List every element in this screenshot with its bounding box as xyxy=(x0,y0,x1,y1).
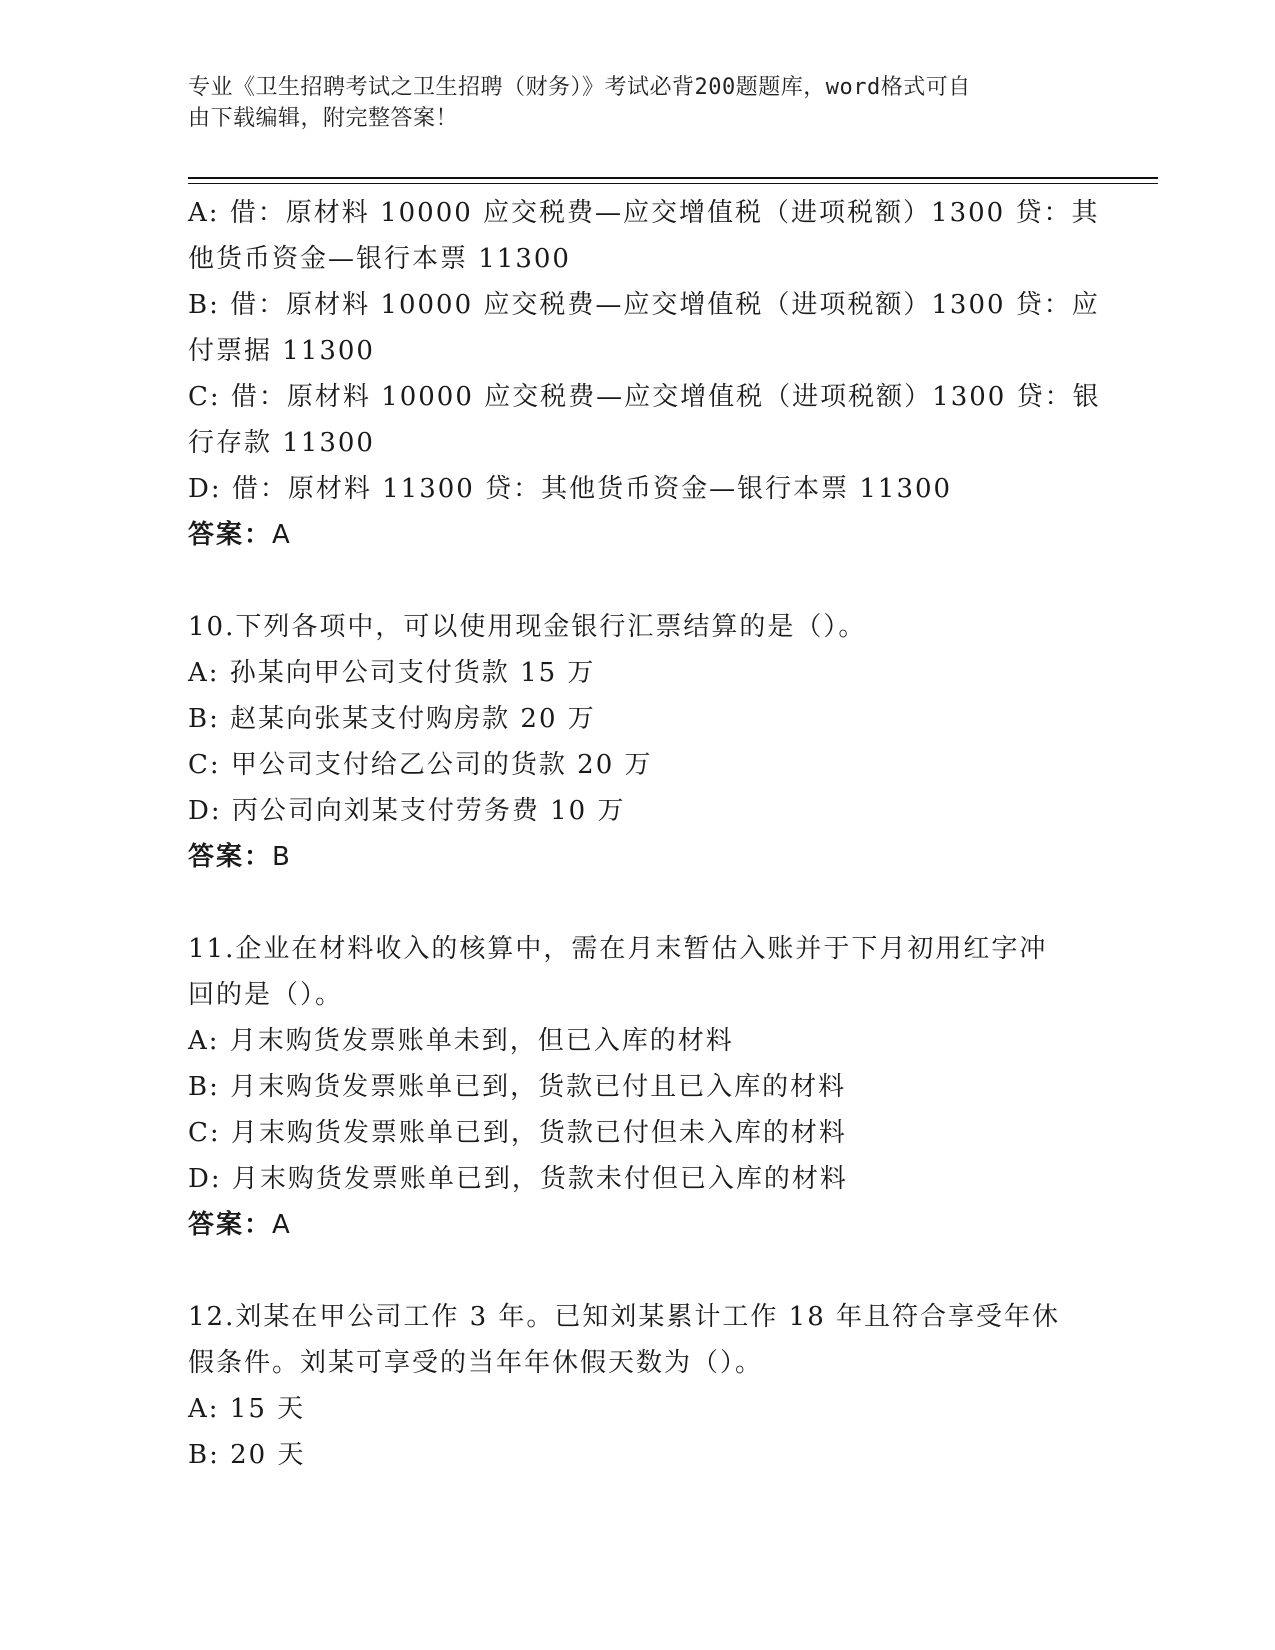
question-stem-cont: 回的是（）。 xyxy=(188,980,344,1010)
option-b: B: 赵某向张某支付购房款 20 万 xyxy=(188,704,596,734)
answer-value: B xyxy=(272,842,292,872)
option-c-cont: 行存款 11300 xyxy=(188,428,375,458)
spacer xyxy=(188,880,1088,926)
option-a: A: 孙某向甲公司支付货款 15 万 xyxy=(188,658,596,688)
question-stem: 11.企业在材料收入的核算中，需在月末暂估入账并于下月初用红字冲 xyxy=(188,934,1048,964)
document-header xyxy=(188,72,1088,134)
answer-label: 答案： xyxy=(188,842,273,872)
header-line: 由下载编辑，附完整答案！ xyxy=(188,106,459,131)
option-d: D: 借：原材料 11300 贷：其他货币资金—银行本票 11300 xyxy=(188,474,953,504)
option-c: C: 借：原材料 10000 应交税费—应交增值税（进项税额）1300 贷：银 xyxy=(188,382,1101,412)
option-b: B: 借：原材料 10000 应交税费—应交增值税（进项税额）1300 贷：应 xyxy=(188,290,1100,320)
option-b: B: 20 天 xyxy=(188,1440,306,1470)
option-b-cont: 付票据 11300 xyxy=(188,336,375,366)
answer xyxy=(188,1202,1088,1248)
answer-label: 答案： xyxy=(188,1210,273,1240)
answer xyxy=(188,512,1088,558)
question-list xyxy=(188,190,1101,1478)
spacer xyxy=(188,1248,1088,1294)
option-a: A: 15 天 xyxy=(188,1394,306,1424)
answer-label: 答案： xyxy=(188,520,273,550)
option-a-cont: 他货币资金—银行本票 11300 xyxy=(188,244,571,274)
option-d: D: 丙公司向刘某支付劳务费 10 万 xyxy=(188,796,626,826)
answer xyxy=(188,834,1088,880)
question-stem: 12.刘某在甲公司工作 3 年。已知刘某累计工作 18 年且符合享受年休 xyxy=(188,1302,1061,1332)
answer-value: A xyxy=(272,1210,292,1240)
answer-value: A xyxy=(272,520,292,550)
question-stem: 10.下列各项中，可以使用现金银行汇票结算的是（）。 xyxy=(188,612,867,642)
option-a: A: 借：原材料 10000 应交税费—应交增值税（进项税额）1300 贷：其 xyxy=(188,198,1100,228)
option-c: C: 甲公司支付给乙公司的货款 20 万 xyxy=(188,750,653,780)
header-divider-thin xyxy=(188,183,1158,184)
option-d: D: 月末购货发票账单已到，货款未付但已入库的材料 xyxy=(188,1164,848,1194)
question-11 xyxy=(188,926,1088,1248)
question-12 xyxy=(188,1294,1088,1478)
spacer xyxy=(188,558,1088,604)
question-9 xyxy=(188,190,1101,558)
question-stem-cont: 假条件。刘某可享受的当年年休假天数为（）。 xyxy=(188,1348,764,1378)
option-a: A: 月末购货发票账单未到，但已入库的材料 xyxy=(188,1026,734,1056)
question-10 xyxy=(188,604,1088,880)
option-c: C: 月末购货发票账单已到，货款已付但未入库的材料 xyxy=(188,1118,847,1148)
header-line: 专业《卫生招聘考试之卫生招聘（财务）》考试必背200题题库，word格式可自 xyxy=(188,75,971,100)
header-divider xyxy=(188,177,1158,179)
option-b: B: 月末购货发票账单已到，货款已付且已入库的材料 xyxy=(188,1072,847,1102)
